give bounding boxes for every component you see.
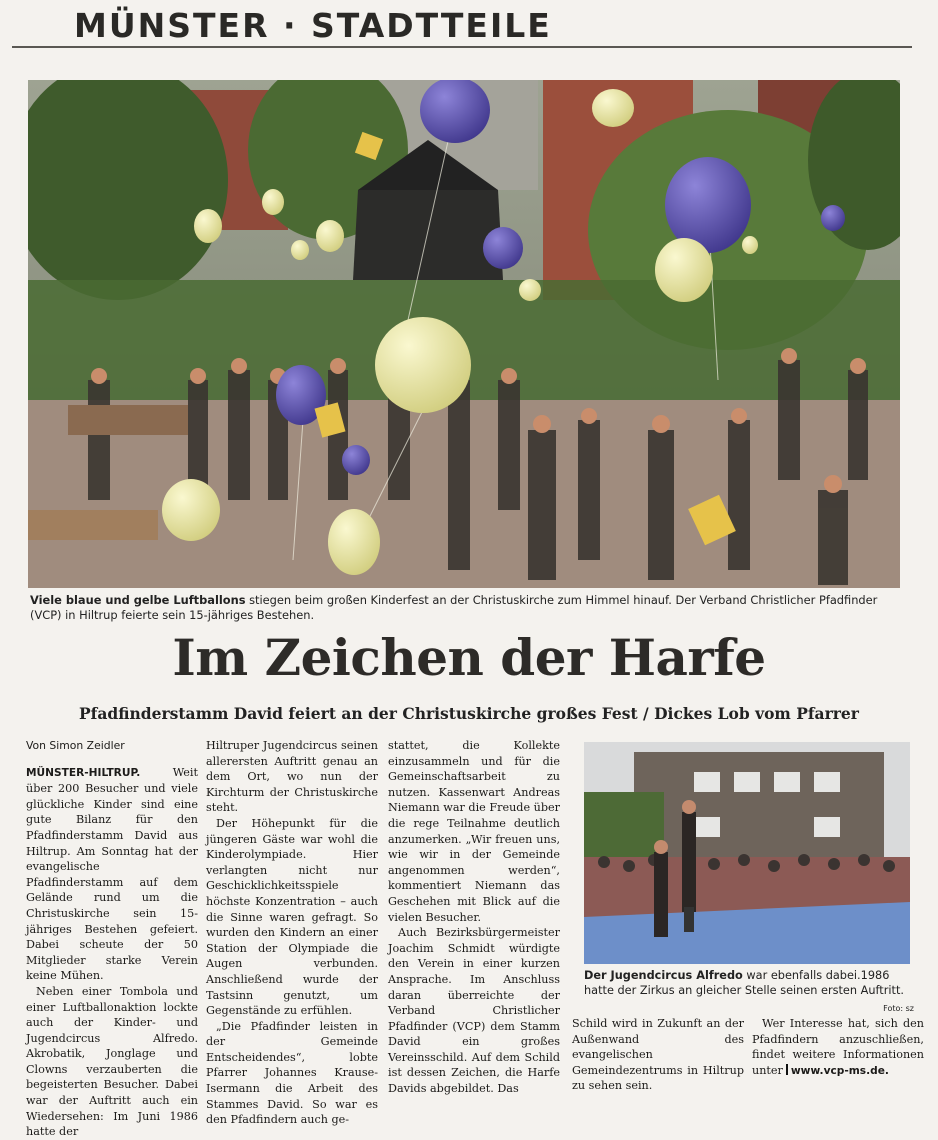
article-column-5 (752, 1016, 924, 1079)
url-bar-icon (786, 1064, 788, 1075)
paragraph: Der Höhepunkt für die jüngeren Gäste war wohl die Kinderolympiade. Hier verlangten nicht nur Geschicklichkeitsspiele höchste Konzentration – auch die Sinne waren gefragt. So wurden den Kindern an einer Station der Olympiade die Augen verbunden. Anschließend wurde der Tastsinn genutzt, um Gegenstände zu erfühlen. (206, 816, 378, 1018)
article-column-1 (26, 738, 198, 1140)
article-headline: Im Zeichen der Harfe (172, 628, 766, 687)
balloon-photo-icon (28, 80, 900, 588)
article-column-4 (572, 1016, 744, 1094)
paragraph (26, 765, 198, 984)
main-photo-caption (30, 593, 910, 623)
photo-credit: Foto: sz (883, 1004, 914, 1013)
caption-text: war ebenfalls dabei.1986 hatte der Zirkus an gleicher Stelle seinen ersten Auftritt. (584, 969, 904, 997)
paragraph: Schild wird in Zukunft an der Außenwand des evangelischen Gemeindezentrums in Hiltrup zu sehen sein. (572, 1017, 744, 1093)
article-column-2 (206, 738, 378, 1128)
paragraph: stattet, die Kollekte einzusammeln und für die Gemeinschaftsarbeit zu nutzen. Kassenwart Andreas Niemann war die Freude über die rege Teilnahme deutlich anzumerken. „Wir freuen uns, wie wir in der Gemeinde angenommen werden“, kommentiert Niemann das Geschehen mit Blick auf die vielen Besucher. (388, 739, 560, 924)
paragraph-text: Wer Interesse hat, sich den Pfadfindern anzuschließen, findet weitere Informationen unter (752, 1017, 924, 1077)
header-rule (12, 46, 912, 48)
paragraph: Auch Bezirksbürgermeister Joachim Schmidt würdigte den Verein in einer kurzen Ansprache. Im Anschluss daran überreichte der Verband Christlicher Pfadfinder (VCP) dem Stamm David ein großes Vereinsschild. Auf dem Schild ist dessen Zeichen, die Harfe Davids abgebildet. Das (388, 926, 560, 1096)
section-header: MÜNSTER · STADTTEILE (74, 6, 552, 45)
paragraph (752, 1016, 924, 1079)
circus-photo-icon (584, 742, 910, 964)
article-column-3 (388, 738, 560, 1097)
circus-photo (584, 742, 910, 964)
paragraph: Neben einer Tombola und einer Luftballonaktion lockte auch der Kinder- und Jugendcircus Alfredo. Akrobatik, Jonglage und Clowns verzauberten die begeisterten Besucher. Dabei war der Auftritt auch ein Wiedersehen: Im Juni 1986 hatte der (26, 984, 198, 1139)
paragraph: Hiltruper Jugendcircus seinen allerersten Auftritt genau an dem Ort, wo nun der Kirchturm der Christuskirche steht. (206, 739, 378, 815)
circus-photo-caption (584, 968, 914, 1016)
main-photo (28, 80, 900, 588)
caption-lead: Viele blaue und gelbe Luftballons (30, 593, 246, 607)
dateline: MÜNSTER-HILTRUP. (26, 766, 141, 779)
article-subline: Pfadfinderstamm David feiert an der Christuskirche großes Fest / Dickes Lob vom Pfarrer (79, 704, 859, 723)
caption-lead: Der Jugendcircus Alfredo (584, 969, 743, 982)
caption-text: stiegen beim großen Kinderfest an der Christuskirche zum Himmel hinauf. Der Verband Christlicher Pfadfinder (VCP) in Hiltrup feierte sein 15-jähriges Bestehen. (30, 593, 878, 622)
info-url[interactable]: www.vcp-ms.de. (790, 1064, 889, 1077)
paragraph: „Die Pfadfinder leisten in der Gemeinde Entscheidendes“, lobte Pfarrer Johannes Krause-Isermann die Arbeit des Stammes David. So war es den Pfadfindern auch ge- (206, 1019, 378, 1127)
paragraph-text: Weit über 200 Besucher und viele glückliche Kinder sind eine gute Bilanz für den Pfadfinderstamm David aus Hiltrup. Am Sonntag hat der evangelische Pfadfinderstamm auf dem Gelände rund um die Christuskirche sein 15-jähriges Bestehen gefeiert. Dabei scheute der 50 Mitglieder starke Verein keine Mühen. (26, 765, 198, 983)
byline: Von Simon Zeidler (26, 739, 125, 752)
